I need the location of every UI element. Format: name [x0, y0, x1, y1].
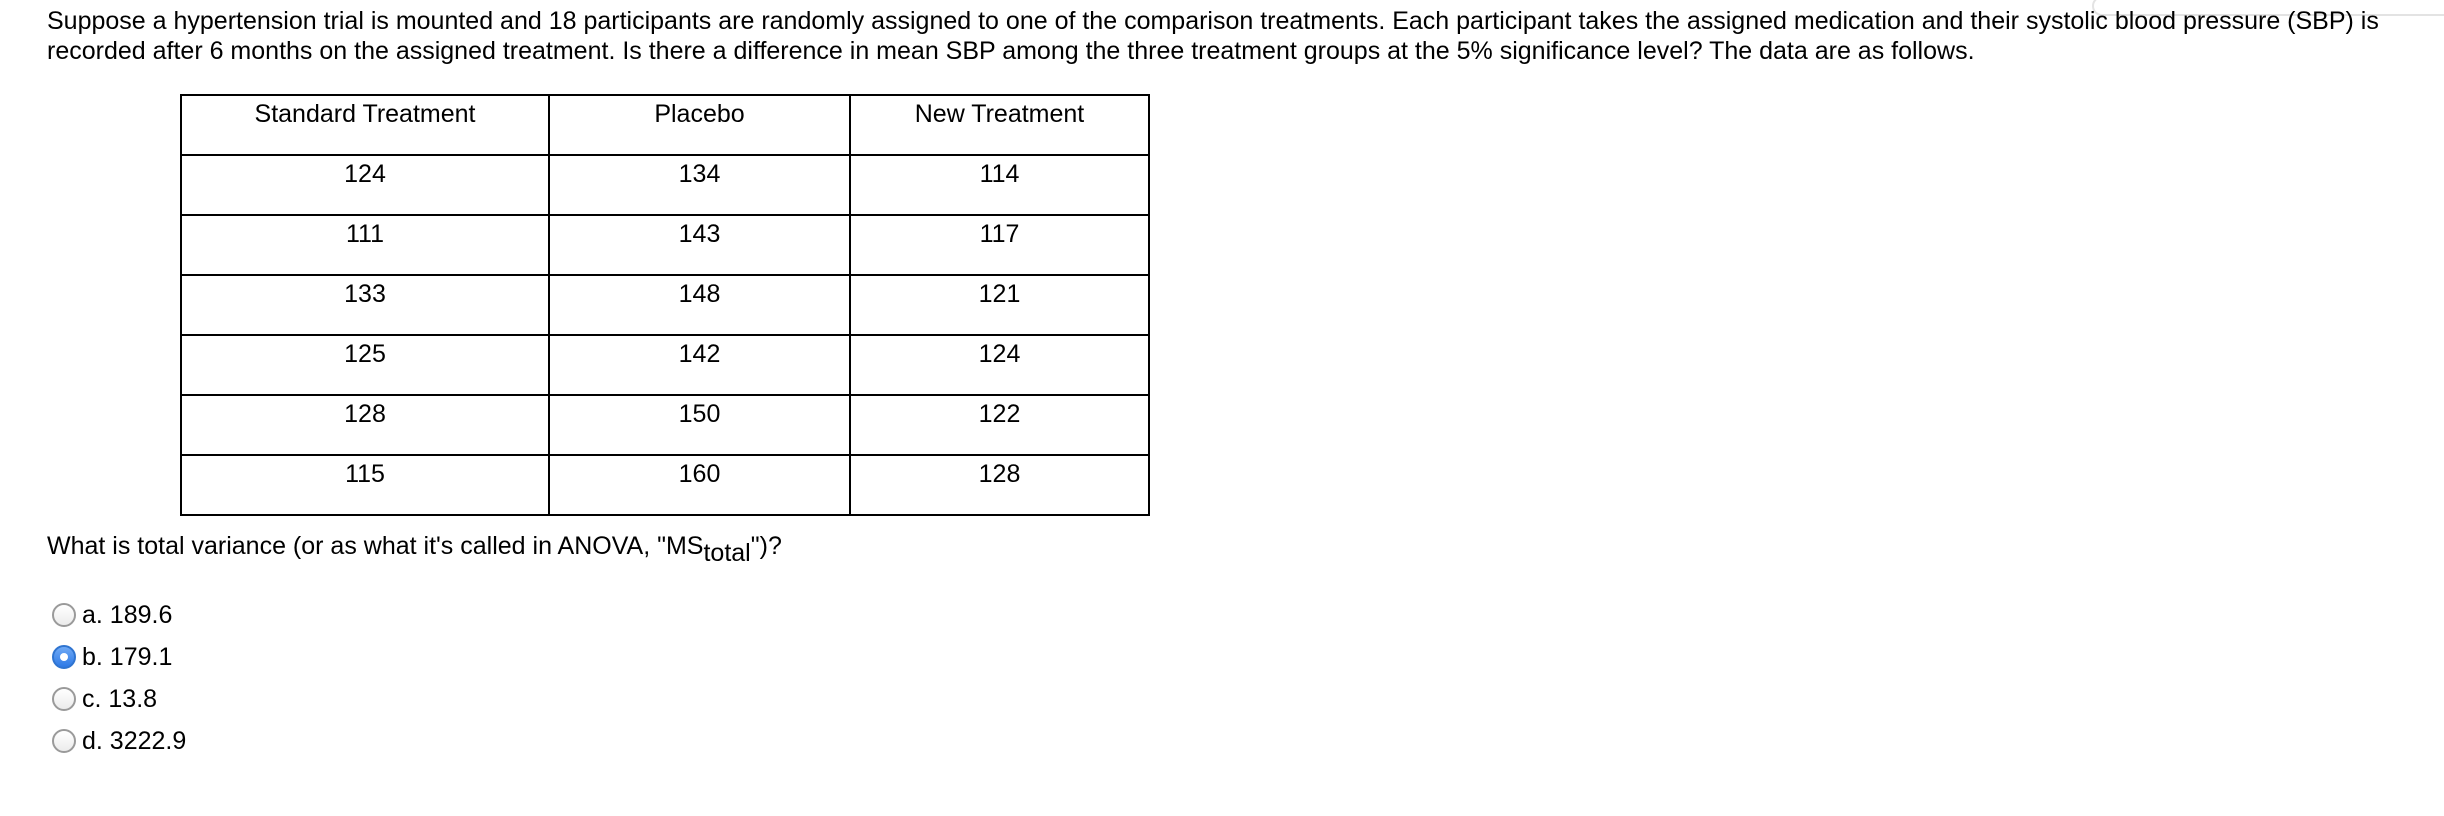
column-header-standard-treatment: Standard Treatment — [181, 95, 549, 155]
table-cell: 142 — [549, 335, 850, 395]
table-row — [181, 335, 1149, 395]
table-cell: 124 — [181, 155, 549, 215]
table-cell: 121 — [850, 275, 1149, 335]
table-cell: 143 — [549, 215, 850, 275]
table-header-row — [181, 95, 1149, 155]
table-cell: 125 — [181, 335, 549, 395]
table-cell: 134 — [549, 155, 850, 215]
table-row — [181, 275, 1149, 335]
answer-option-d[interactable] — [52, 720, 186, 762]
question-text — [47, 532, 782, 568]
table-cell: 117 — [850, 215, 1149, 275]
table-cell: 115 — [181, 455, 549, 515]
answer-option-a[interactable] — [52, 594, 186, 636]
table-cell: 133 — [181, 275, 549, 335]
answer-option-b[interactable] — [52, 636, 186, 678]
table-cell: 111 — [181, 215, 549, 275]
table-cell: 122 — [850, 395, 1149, 455]
table-row — [181, 455, 1149, 515]
table-cell: 150 — [549, 395, 850, 455]
table-cell: 160 — [549, 455, 850, 515]
table-cell: 148 — [549, 275, 850, 335]
table-cell: 128 — [850, 455, 1149, 515]
sbp-data-table — [180, 94, 1150, 516]
answer-label-c: c. 13.8 — [82, 684, 158, 713]
question-suffix: ")? — [750, 532, 782, 560]
column-header-new-treatment: New Treatment — [850, 95, 1149, 155]
table-row — [181, 395, 1149, 455]
table-cell: 124 — [850, 335, 1149, 395]
radio-button-d[interactable] — [52, 729, 76, 753]
question-intro-text: Suppose a hypertension trial is mounted and 18 participants are randomly assigned to one of the comparison treatments. Each participant takes the assigned medication and their systolic blood pressure (SBP) is recorded after 6 months on the assigned treatment. Is there a difference in mean SBP among the three treatment groups at the 5% significance level? The data are as follows. — [47, 7, 2379, 65]
table-cell: 114 — [850, 155, 1149, 215]
radio-button-a[interactable] — [52, 603, 76, 627]
answer-label-a: a. 189.6 — [82, 600, 173, 629]
column-header-placebo: Placebo — [549, 95, 850, 155]
question-subscript: total — [703, 539, 751, 567]
answer-option-c[interactable] — [52, 678, 186, 720]
table-row — [181, 155, 1149, 215]
question-prefix: What is total variance (or as what it's called in ANOVA, "MS — [47, 532, 704, 560]
answer-label-d: d. 3222.9 — [82, 726, 187, 755]
table-row — [181, 215, 1149, 275]
table-cell: 128 — [181, 395, 549, 455]
answer-options — [52, 594, 186, 762]
radio-button-c[interactable] — [52, 687, 76, 711]
radio-button-b[interactable] — [52, 645, 76, 669]
answer-label-b: b. 179.1 — [82, 642, 173, 671]
